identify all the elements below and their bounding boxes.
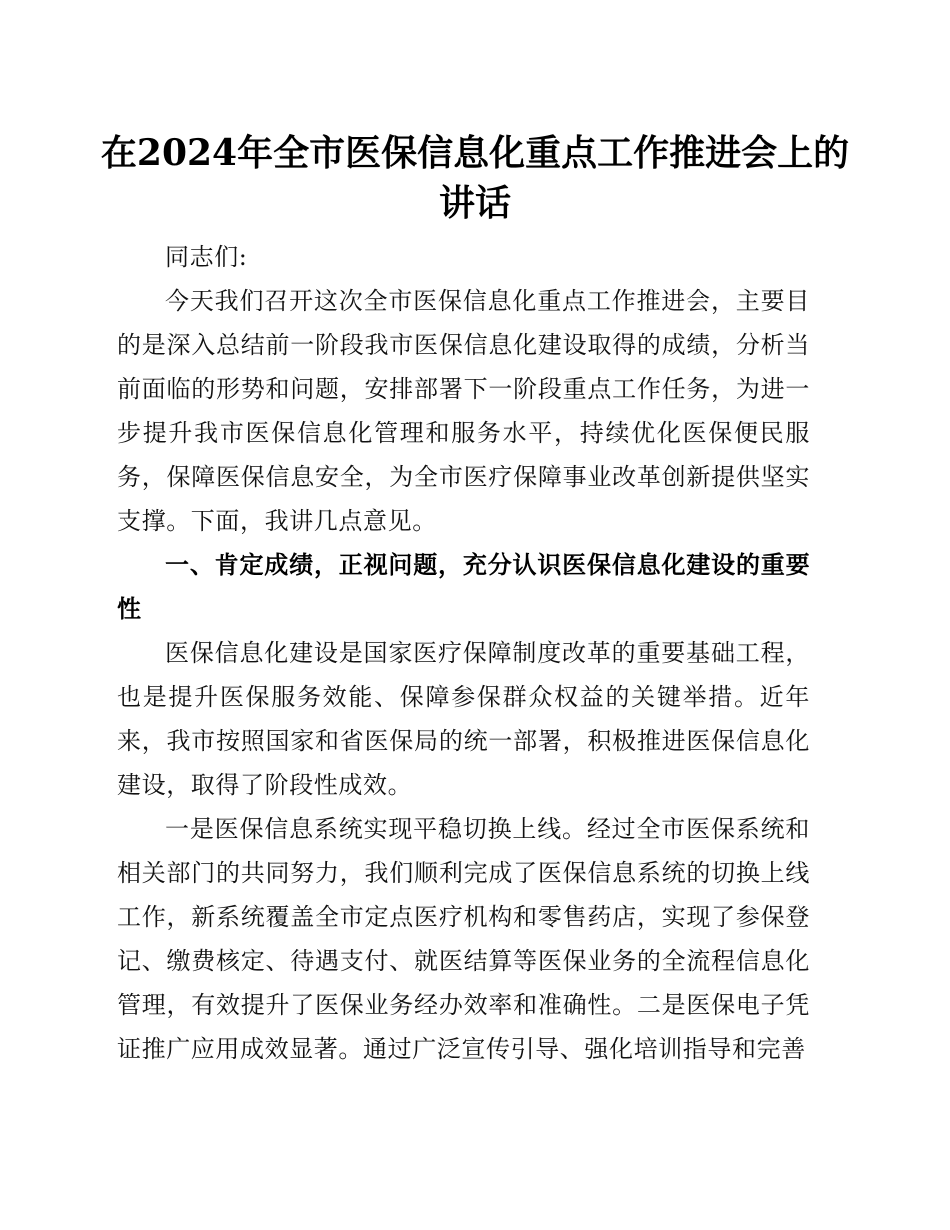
paragraph-background: 医保信息化建设是国家医疗保障制度改革的重要基础工程，也是提升医保服务效能、保障参保群众权益的关键举措。近年来，我市按照国家和省医保局的统一部署，积极推进医保信息化建设，取得了阶段性成效。 — [117, 639, 810, 799]
document-body — [117, 235, 810, 1071]
section-heading: 一、肯定成绩，正视问题，充分认识医保信息化建设的重要性 — [117, 551, 810, 623]
paragraph-intro: 今天我们召开这次全市医保信息化重点工作推进会，主要目的是深入总结前一阶段我市医保信息化建设取得的成绩，分析当前面临的形势和问题，安排部署下一阶段重点工作任务，为进一步提升我市医保信息化管理和服务水平，持续优化医保便民服务，保障医保信息安全，为全市医疗保障事业改革创新提供坚实支撑。下面，我讲几点意见。 — [117, 287, 810, 535]
document-title: 在2024年全市医保信息化重点工作推进会上的讲话 — [100, 132, 850, 224]
paragraph-achievements: 一是医保信息系统实现平稳切换上线。经过全市医保系统和相关部门的共同努力，我们顺利完成了医保信息系统的切换上线工作，新系统覆盖全市定点医疗机构和零售药店，实现了参保登记、缴费核定、待遇支付、就医结算等医保业务的全流程信息化管理，有效提升了医保业务经办效率和准确性。二是医保电子凭证推广应用成效显著。通过广泛宣传引导、强化培训指导和完善 — [117, 815, 810, 1063]
salutation: 同志们: — [165, 243, 248, 271]
